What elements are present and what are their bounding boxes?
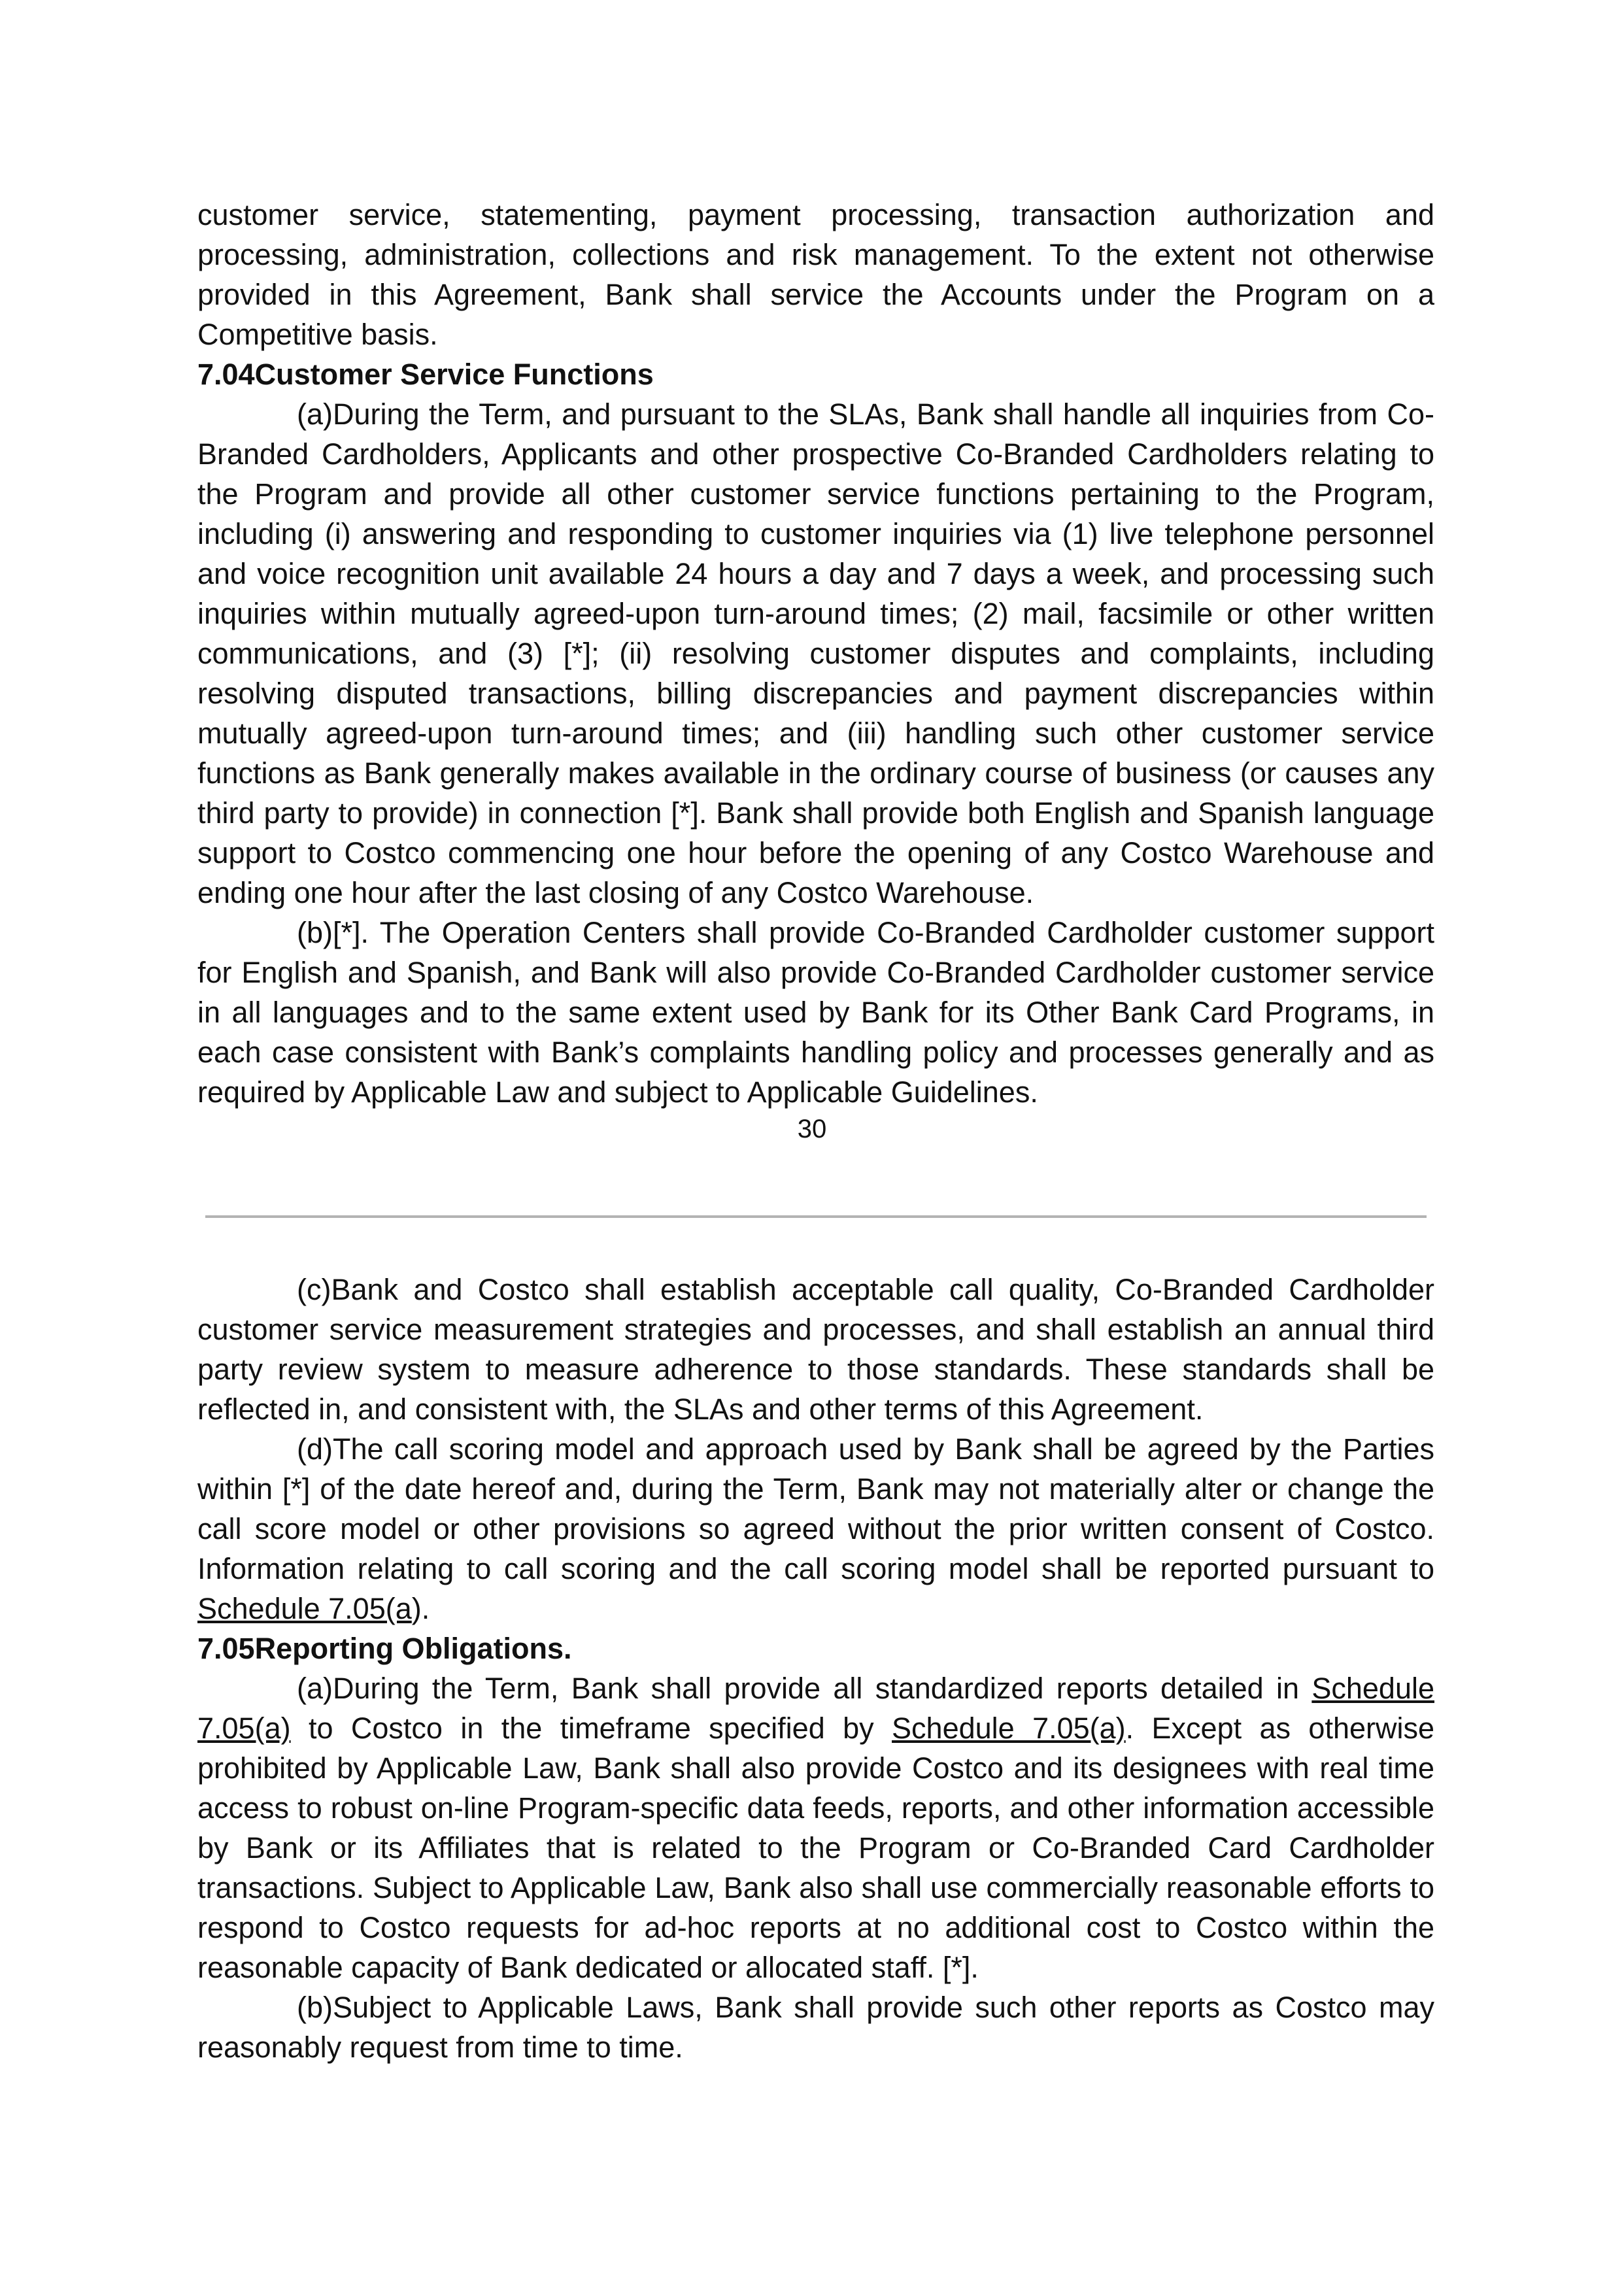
page-separator (205, 1215, 1427, 1218)
paragraph-7-04-d-text: (d)The call scoring model and approach used by Bank shall be agreed by the Parties within [*] of the date hereof and, during the Term, Bank may not materially alter or change the call score model or other provisions so agreed without the prior written consent of Costco. Information relating to call scoring and the call scoring model shall be reported pursuant to (197, 1432, 1434, 1585)
paragraph-7-04-d (197, 1429, 1434, 1628)
section-heading-7-04: 7.04Customer Service Functions (197, 358, 654, 391)
intro-paragraph: customer service, statementing, payment processing, transaction authorization and processing, administration, collections and risk management. To the extent not otherwise provided in this Agreement, Bank shall service the Accounts under the Program on a Competitive basis. (197, 198, 1434, 351)
page-31-body (197, 1270, 1434, 2067)
paragraph-7-05-a-end: . Except as otherwise prohibited by Applicable Law, Bank shall also provide Costco and its designees with real time access to robust on-line Program-specific data feeds, reports, and other information accessible by Bank or its Affiliates that is related to the Program or Co-Branded Card Cardholder transactions. Subject to Applicable Law, Bank also shall use commercially reasonable efforts to respond to Costco requests for ad-hoc reports at no additional cost to Costco within the reasonable capacity of Bank dedicated or allocated staff. [*]. (197, 1712, 1435, 1984)
paragraph-7-05-a (197, 1668, 1434, 1987)
paragraph-7-05-a-middle: to Costco in the timeframe specified by (290, 1712, 892, 1745)
page-30-body (197, 195, 1434, 1112)
paragraph-7-04-b: (b)[*]. The Operation Centers shall provide Co-Branded Cardholder customer support for English and Spanish, and Bank will also provide Co-Branded Cardholder customer service in all languages and to the same extent used by Bank for its Other Bank Card Programs, in each case consistent with Bank’s complaints handling policy and processes generally and as required by Applicable Law and subject to Applicable Guidelines. (197, 916, 1434, 1109)
page-number: 30 (797, 1115, 827, 1143)
section-heading-7-05: 7.05Reporting Obligations. (197, 1632, 572, 1665)
paragraph-7-04-a: (a)During the Term, and pursuant to the SLAs, Bank shall handle all inquiries from Co-Branded Cardholders, Applicants and other prospective Co-Branded Cardholders relating to the Program and provide all other customer service functions pertaining to the Program, including (i) answering and responding to customer inquiries via (1) live telephone personnel and voice recognition unit available 24 hours a day and 7 days a week, and processing such inquiries within mutually agreed-upon turn-around times; (2) mail, facsimile or other written communications, and (3) [*]; (ii) resolving customer disputes and complaints, including resolving disputed transactions, billing discrepancies and payment discrepancies within mutually agreed-upon turn-around times; and (iii) handling such other customer service functions as Bank generally makes available in the ordinary course of business (or causes any third party to provide) in connection [*]. Bank shall provide both English and Spanish language support to Costco commencing one hour before the opening of any Costco Warehouse and ending one hour after the last closing of any Costco Warehouse. (197, 397, 1434, 909)
paragraph-7-04-d-end: ). (411, 1592, 430, 1625)
schedule-7-05a-reference-1: Schedule 7.05(a) (197, 1672, 1434, 1745)
paragraph-7-05-b: (b)Subject to Applicable Laws, Bank shall provide such other reports as Costco may reasonably request from time to time. (197, 1991, 1434, 2064)
paragraph-7-04-c: (c)Bank and Costco shall establish acceptable call quality, Co-Branded Cardholder customer service measurement strategies and processes, and shall establish an annual third party review system to measure adherence to those standards. These standards shall be reflected in, and consistent with, the SLAs and other terms of this Agreement. (197, 1273, 1434, 1426)
paragraph-7-05-a-start: (a)During the Term, Bank shall provide all standardized reports detailed in (297, 1672, 1312, 1705)
schedule-7-05a-reference: Schedule 7.05(a (197, 1592, 412, 1625)
schedule-7-05a-reference-2: Schedule 7.05(a) (892, 1712, 1126, 1745)
